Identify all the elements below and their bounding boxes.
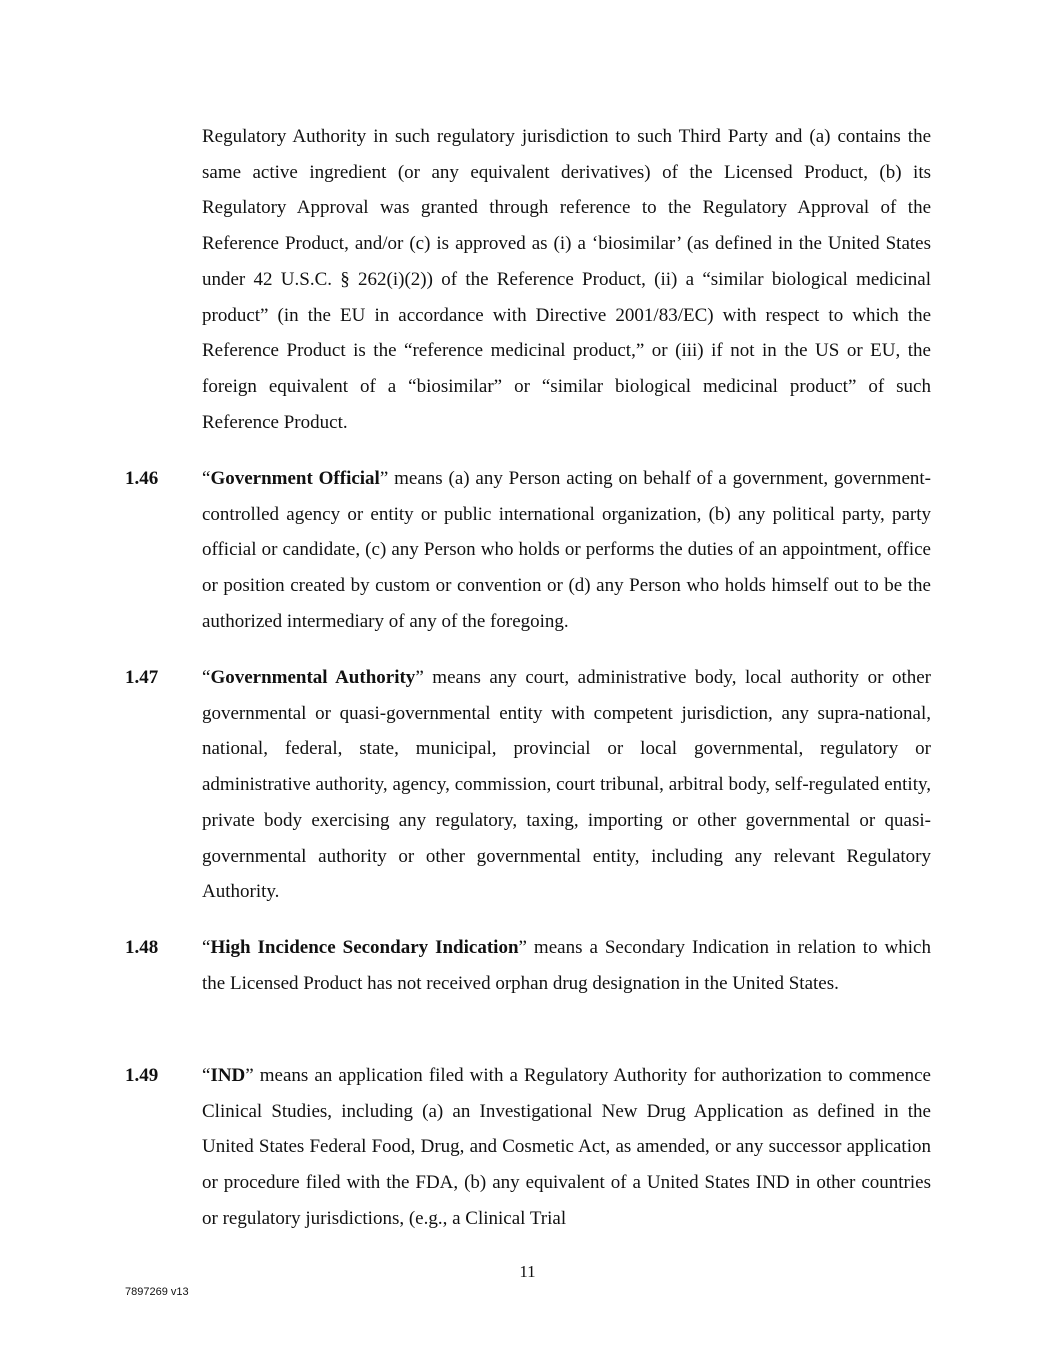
definition-1-48 <box>125 930 931 1001</box>
document-id: 7897269 v13 <box>125 1286 189 1298</box>
section-number: 1.48 <box>125 937 159 958</box>
section-number: 1.47 <box>125 667 159 688</box>
defined-term: Governmental Authority <box>210 667 416 688</box>
open-quote: “ <box>202 667 211 688</box>
definition-text: means a Secondary Indication in relation to which the Licensed Product has not received orphan drug designation in the United States. <box>202 937 931 994</box>
defined-term: High Incidence Secondary Indication <box>210 937 519 958</box>
definition-body <box>202 930 931 1001</box>
definition-body <box>202 660 931 910</box>
defined-term: Government Official <box>210 468 380 489</box>
close-quote: ” <box>379 468 389 489</box>
definition-body <box>202 1058 931 1237</box>
definition-text: means any court, administrative body, local authority or other governmental or quasi-governmental entity with competent jurisdiction, any supra-national, national, federal, state, municipal, provincial or local governmental, regulatory or administrative authority, agency, commission, court tribunal, arbitral body, self-regulated entity, private body exercising any regulatory, taxing, importing or other governmental or quasi-governmental authority or other governmental entity, including any relevant Regulatory Authority. <box>202 667 932 903</box>
defined-term: IND <box>210 1065 246 1086</box>
definition-text: means an application filed with a Regulatory Authority for authorization to commence Clinical Studies, including (a) an Investigational New Drug Application as defined in the United States Federal Food, Drug, and Cosmetic Act, as amended, or any successor application or procedure filed with the FDA, (b) any equivalent of a United States IND in other countries or regulatory jurisdictions, (e.g., a Clinical Trial <box>202 1065 931 1229</box>
close-quote: ” <box>518 937 527 958</box>
close-quote: ” <box>245 1065 254 1086</box>
open-quote: “ <box>202 937 211 958</box>
page-number: 11 <box>519 1262 536 1281</box>
open-quote: “ <box>202 468 211 489</box>
continuation-paragraph: Regulatory Authority in such regulatory jurisdiction to such Third Party and (a) contains the same active ingredient (or any equivalent derivatives) of the Licensed Product, (b) its Regulatory Approval was granted through reference to the Regulatory Approval of the Reference Product, and/or (c) is approved as (i) a ‘biosimilar’ (as defined in the United States under 42 U.S.C. § 262(i)(2)) of the Reference Product, (ii) a “similar biological medicinal product” (in the EU in accordance with Directive 2001/83/EC) with respect to which the Reference Product is the “reference medicinal product,” or (iii) if not in the US or EU, the foreign equivalent of a “biosimilar” or “similar biological medicinal product” of such Reference Product. <box>202 126 931 433</box>
definition-1-46 <box>125 461 931 640</box>
section-number: 1.46 <box>125 468 159 489</box>
definition-text: means (a) any Person acting on behalf of a government, government-controlled agency or entity or public international organization, (b) any political party, party official or candidate, (c) any Person who holds or performs the duties of an appointment, office or position created by custom or convention or (d) any Person who holds himself out to be the authorized intermediary of any of the foregoing. <box>202 468 931 632</box>
section-number: 1.49 <box>125 1065 159 1086</box>
definition-body <box>202 461 931 640</box>
definition-1-49 <box>125 1058 931 1237</box>
close-quote: ” <box>415 667 424 688</box>
definition-1-47 <box>125 660 931 910</box>
open-quote: “ <box>202 1065 211 1086</box>
